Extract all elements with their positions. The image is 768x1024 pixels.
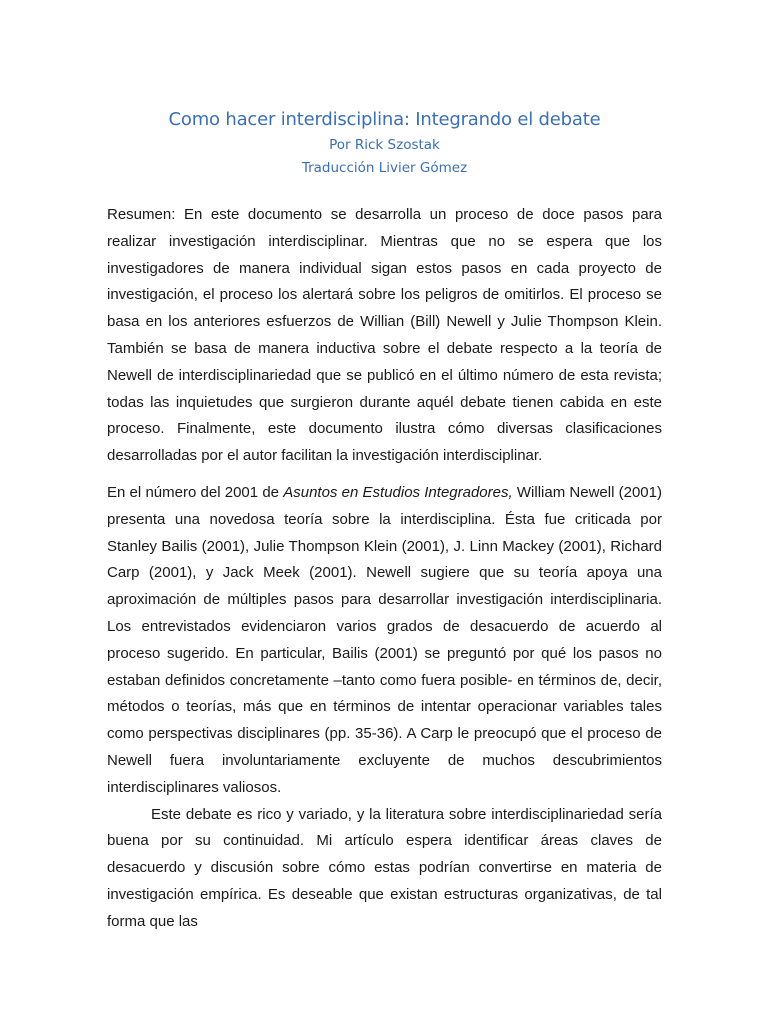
translator-line: Traducción Livier Gómez	[301, 160, 468, 176]
intro-paragraph	[107, 480, 662, 802]
intro-text-rest: William Newell (2001) presenta una novedosa teoría sobre la interdisciplina. Ésta fue criticada por Stanley Bailis (2001), Julie Thompson Klein (2001), J. Linn Mackey (2001), Richard Carp (2001), y Jack Meek (2001). Newell sugiere que su teoría apoya una aproximación de múltiples pasos para desarrollar investigación interdisciplinaria. Los entrevistados evidenciaron varios grados de desacuerdo de acuerdo al proceso sugerido. En particular, Bailis (2001) se preguntó por qué los pasos no estaban definidos concretamente –tanto como fuera posible- en términos de, decir, métodos o teorías, más que en términos de intentar operacionar variables tales como perspectivas disciplinares (pp. 35-36). A Carp le preocupó que el proceso de Newell fuera involuntariamente excluyente de muchos descubrimientos interdisciplinares valiosos.	[107, 483, 662, 796]
journal-title: Asuntos en Estudios Integradores,	[283, 483, 513, 501]
document-title: Como hacer interdisciplina: Integrando el debate	[168, 109, 601, 130]
title-block	[107, 0, 662, 180]
abstract-paragraph: Resumen: En este documento se desarrolla un proceso de doce pasos para realizar investigación interdisciplinar. Mientras que no se espera que los investigadores de manera individual sigan estos pasos en cada proyecto de investigación, el proceso los alertará sobre los peligros de omitirlos. El proceso se basa en los anteriores esfuerzos de Willian (Bill) Newell y Julie Thompson Klein. También se basa de manera inductiva sobre el debate respecto a la teoría de Newell de interdisciplinariedad que se publicó en el último número de esta revista; todas las inquietudes que surgieron durante aquél debate tienen cabida en este proceso. Finalmente, este documento ilustra cómo diversas clasificaciones desarrolladas por el autor facilitan la investigación interdisciplinar.	[107, 206, 662, 465]
debate-paragraph: Este debate es rico y variado, y la literatura sobre interdisciplinariedad sería buena por su continuidad. Mi artículo espera identificar áreas claves de desacuerdo y discusión sobre cómo estas podrían convertirse en materia de investigación empírica. Es deseable que existan estructuras organizativas, de tal forma que las	[107, 805, 662, 930]
body-text	[107, 202, 662, 936]
author-line: Por Rick Szostak	[329, 137, 440, 153]
intro-text-start: En el número del 2001 de	[107, 483, 284, 501]
